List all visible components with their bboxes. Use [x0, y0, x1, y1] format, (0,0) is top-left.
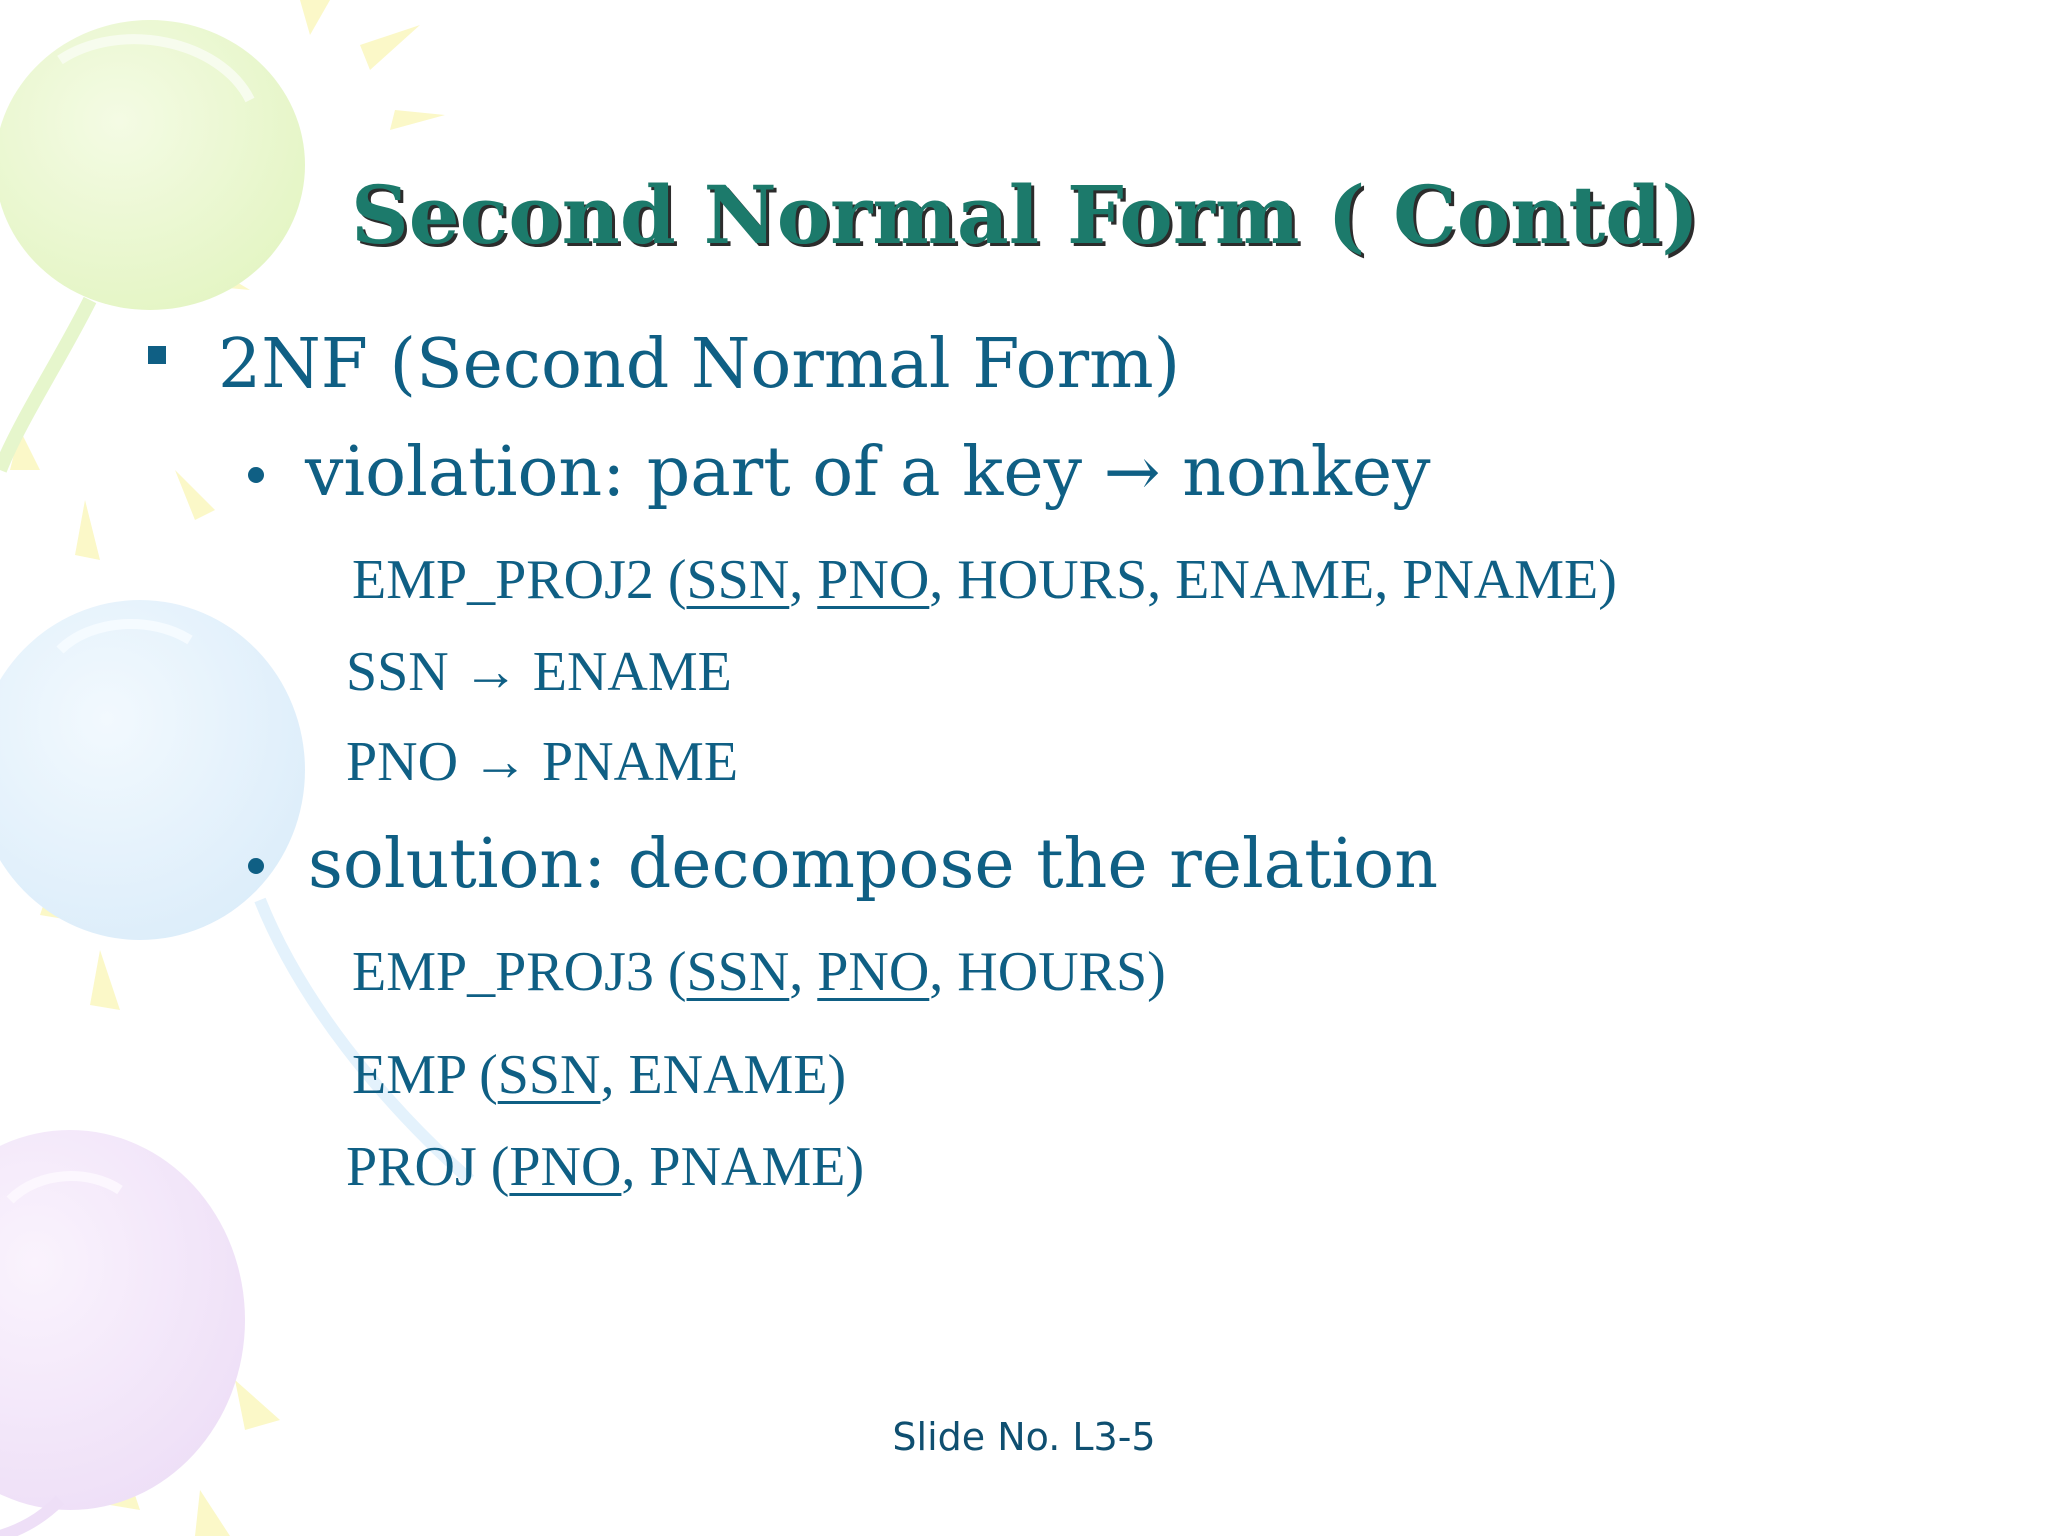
bullet-2nf: 2NF (Second Normal Form) — [218, 325, 1181, 404]
relation-emp-proj3 — [352, 940, 1166, 1004]
dot-bullet-icon — [248, 467, 264, 483]
fd-pno-pname: PNO → PNAME — [346, 731, 739, 793]
separator: , — [789, 549, 818, 611]
key-ssn: SSN — [686, 549, 790, 611]
relation-attributes: , HOURS) — [929, 941, 1166, 1003]
fd-ssn-ename: SSN → ENAME — [346, 641, 732, 703]
key-pno: PNO — [817, 549, 930, 611]
slide-number: Slide No. L3-5 — [892, 1415, 1156, 1459]
key-pno: PNO — [817, 941, 930, 1003]
relation-name: PROJ ( — [346, 1136, 510, 1198]
relation-proj — [346, 1135, 864, 1199]
key-pno: PNO — [509, 1136, 622, 1198]
sub-bullet-violation: violation: part of a key → nonkey — [305, 433, 1431, 512]
relation-emp — [352, 1043, 846, 1107]
sub-bullet-solution: solution: decompose the relation — [308, 825, 1439, 904]
relation-attributes: , ENAME) — [600, 1044, 847, 1106]
separator: , — [789, 941, 818, 1003]
square-bullet-icon — [148, 346, 166, 364]
key-ssn: SSN — [686, 941, 790, 1003]
relation-name: EMP_PROJ2 ( — [352, 549, 687, 611]
relation-name: EMP_PROJ3 ( — [352, 941, 687, 1003]
key-ssn: SSN — [497, 1044, 601, 1106]
relation-name: EMP ( — [352, 1044, 498, 1106]
slide-title: Second Normal Form ( Contd) — [350, 168, 1700, 262]
dot-bullet-icon — [248, 858, 264, 874]
purple-balloon — [0, 1130, 245, 1536]
relation-emp-proj2 — [352, 548, 1617, 612]
relation-attributes: , PNAME) — [621, 1136, 865, 1198]
relation-attributes: , HOURS, ENAME, PNAME) — [929, 549, 1617, 611]
